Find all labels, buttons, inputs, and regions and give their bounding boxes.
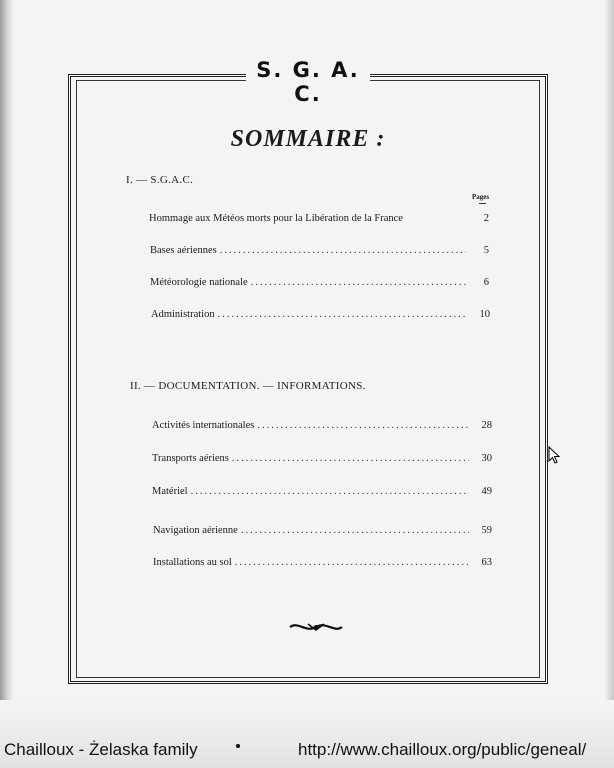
pages-column-label: Pages xyxy=(472,193,490,201)
toc-entry[interactable] xyxy=(150,245,489,256)
toc-entry[interactable] xyxy=(152,420,492,431)
toc-entry[interactable] xyxy=(151,309,490,320)
toc-entry-label: Hommage aux Météos morts pour la Libération de la France xyxy=(149,213,403,224)
toc-entry[interactable] xyxy=(152,486,492,497)
footer-family-watermark: Chailloux - Żelaska family xyxy=(4,740,198,759)
leader-dots xyxy=(241,525,469,536)
toc-entry-page: 10 xyxy=(479,309,490,320)
toc-entry-page: 49 xyxy=(481,486,492,497)
toc-entry-page: 6 xyxy=(483,277,489,288)
toc-entry-label: Bases aériennes xyxy=(150,245,217,256)
toc-entry[interactable] xyxy=(153,525,492,536)
toc-entry-page: 2 xyxy=(483,213,489,224)
toc-entry-page: 59 xyxy=(481,525,492,536)
page-title: SOMMAIRE : xyxy=(230,126,386,152)
section-heading-1: I. — S.G.A.C. xyxy=(126,174,194,186)
toc-entry[interactable] xyxy=(153,557,492,568)
footer-dot xyxy=(236,744,240,748)
toc-entry-label: Météorologie nationale xyxy=(150,277,248,288)
toc-entry-label: Matériel xyxy=(152,486,188,497)
toc-entry[interactable] xyxy=(152,453,492,464)
scan-shadow-right xyxy=(604,0,614,768)
toc-entry-page: 30 xyxy=(481,453,492,464)
page-border-inner xyxy=(76,80,540,678)
header-title: S. G. A. C. xyxy=(256,58,360,106)
leader-dots xyxy=(251,277,466,288)
toc-entry[interactable] xyxy=(149,213,489,224)
toc-entry[interactable] xyxy=(150,277,489,288)
toc-entry-page: 28 xyxy=(481,420,492,431)
fleuron-ornament-icon xyxy=(288,620,344,639)
pages-underline xyxy=(479,203,486,204)
toc-entry-label: Installations au sol xyxy=(153,557,232,568)
leader-dots xyxy=(218,309,467,320)
section-heading-2: II. — DOCUMENTATION. — INFORMATIONS. xyxy=(130,380,366,392)
leader-dots xyxy=(232,453,469,464)
footer-url[interactable]: http://www.chailloux.org/public/geneal/ xyxy=(298,740,587,759)
toc-entry-label: Navigation aérienne xyxy=(153,525,238,536)
toc-entry-label: Administration xyxy=(151,309,215,320)
leader-dots xyxy=(191,486,469,497)
toc-entry-label: Activités internationales xyxy=(152,420,255,431)
leader-dots xyxy=(235,557,469,568)
scan-shadow-left xyxy=(0,0,14,768)
toc-entry-page: 63 xyxy=(481,557,492,568)
leader-dots xyxy=(220,245,466,256)
toc-entry-page: 5 xyxy=(483,245,489,256)
leader-dots xyxy=(257,420,469,431)
toc-entry-label: Transports aériens xyxy=(152,453,229,464)
mouse-cursor-icon xyxy=(548,446,560,469)
